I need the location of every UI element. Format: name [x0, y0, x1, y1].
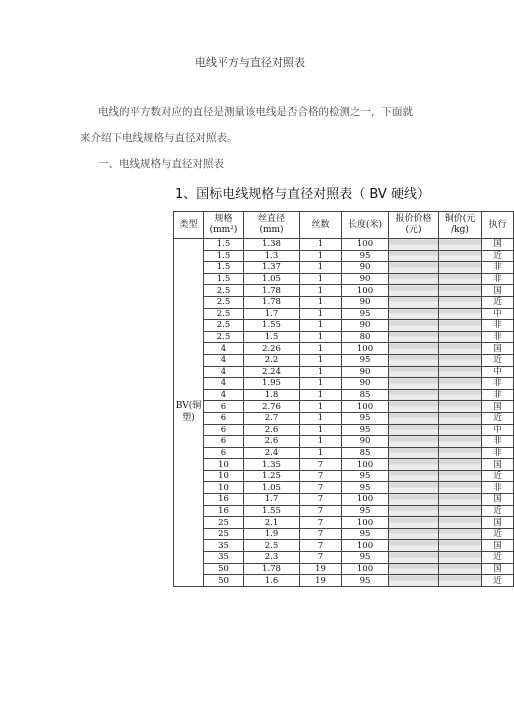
diameter-cell: 2.6 [244, 424, 300, 436]
diameter-cell: 1.7 [244, 494, 300, 506]
copper-price-cell-redacted [439, 470, 482, 482]
strand-count-cell: 1 [300, 331, 342, 343]
price-cell-redacted [389, 575, 439, 587]
strand-count-cell: 7 [300, 505, 342, 517]
strand-count-cell: 1 [300, 366, 342, 378]
copper-price-cell-redacted [439, 366, 482, 378]
strand-count-cell: 7 [300, 517, 342, 529]
price-cell-redacted [389, 482, 439, 494]
table-row [174, 378, 514, 390]
strand-count-cell: 1 [300, 320, 342, 332]
price-cell-redacted [389, 505, 439, 517]
length-cell: 100 [342, 343, 389, 355]
price-cell-redacted [389, 412, 439, 424]
copper-price-cell-redacted [439, 320, 482, 332]
strand-count-cell: 19 [300, 575, 342, 587]
diameter-cell: 1.55 [244, 505, 300, 517]
strand-count-cell: 7 [300, 482, 342, 494]
copper-price-cell-redacted [439, 239, 482, 251]
strand-count-cell: 1 [300, 412, 342, 424]
spec-cell: 10 [204, 470, 244, 482]
strand-count-cell: 1 [300, 354, 342, 366]
standard-cell: 中 [482, 308, 514, 320]
price-cell-redacted [389, 424, 439, 436]
length-cell: 95 [342, 412, 389, 424]
copper-price-cell-redacted [439, 401, 482, 413]
table-row [174, 424, 514, 436]
intro-paragraph-line1: 电线的平方数对应的直径是测量该电线是否合格的检测之一，下面就 [98, 106, 413, 118]
copper-price-cell-redacted [439, 575, 482, 587]
copper-price-cell-redacted [439, 540, 482, 552]
strand-count-cell: 7 [300, 459, 342, 471]
price-cell-redacted [389, 528, 439, 540]
strand-count-cell: 7 [300, 528, 342, 540]
spec-cell: 25 [204, 528, 244, 540]
length-cell: 95 [342, 575, 389, 587]
standard-cell: 非 [482, 273, 514, 285]
standard-cell: 国 [482, 285, 514, 297]
price-cell-redacted [389, 296, 439, 308]
copper-price-cell-redacted [439, 331, 482, 343]
length-cell: 90 [342, 366, 389, 378]
table-header-row [174, 212, 514, 239]
copper-price-cell-redacted [439, 459, 482, 471]
diameter-cell: 2.76 [244, 401, 300, 413]
price-cell-redacted [389, 239, 439, 251]
length-cell: 95 [342, 552, 389, 564]
section-heading: 一、电线规格与直径对照表 [98, 158, 224, 170]
copper-price-cell-redacted [439, 517, 482, 529]
standard-cell: 国 [482, 517, 514, 529]
length-cell: 100 [342, 563, 389, 575]
spec-cell: 1.5 [204, 273, 244, 285]
price-cell-redacted [389, 459, 439, 471]
price-cell-redacted [389, 552, 439, 564]
table-row [174, 505, 514, 517]
table-row [174, 482, 514, 494]
standard-cell: 近 [482, 354, 514, 366]
table-body [174, 239, 514, 587]
length-cell: 95 [342, 354, 389, 366]
standard-cell: 非 [482, 262, 514, 274]
spec-cell: 10 [204, 459, 244, 471]
copper-price-cell-redacted [439, 552, 482, 564]
header-type: 类型 [174, 212, 204, 239]
table-row [174, 366, 514, 378]
spec-cell: 6 [204, 412, 244, 424]
length-cell: 95 [342, 528, 389, 540]
table-row [174, 412, 514, 424]
strand-count-cell: 7 [300, 470, 342, 482]
price-cell-redacted [389, 517, 439, 529]
length-cell: 80 [342, 331, 389, 343]
price-cell-redacted [389, 250, 439, 262]
diameter-cell: 2.24 [244, 366, 300, 378]
spec-cell: 4 [204, 343, 244, 355]
table-row [174, 273, 514, 285]
strand-count-cell: 19 [300, 563, 342, 575]
spec-cell: 50 [204, 563, 244, 575]
type-cell: BV(铜 塑) [174, 239, 204, 587]
price-cell-redacted [389, 494, 439, 506]
diameter-cell: 1.5 [244, 331, 300, 343]
strand-count-cell: 7 [300, 552, 342, 564]
copper-price-cell-redacted [439, 343, 482, 355]
strand-count-cell: 1 [300, 389, 342, 401]
spec-cell: 2.5 [204, 308, 244, 320]
spec-cell: 2.5 [204, 320, 244, 332]
header-length: 长度(米) [342, 212, 389, 239]
table-row [174, 308, 514, 320]
copper-price-cell-redacted [439, 308, 482, 320]
length-cell: 100 [342, 459, 389, 471]
diameter-cell: 1.05 [244, 273, 300, 285]
table-row [174, 528, 514, 540]
spec-cell: 2.5 [204, 296, 244, 308]
diameter-cell: 1.05 [244, 482, 300, 494]
diameter-cell: 2.7 [244, 412, 300, 424]
table-row [174, 540, 514, 552]
standard-cell: 国 [482, 563, 514, 575]
diameter-cell: 2.6 [244, 436, 300, 448]
header-standard: 执行 [482, 212, 514, 239]
table-row [174, 401, 514, 413]
table-row [174, 494, 514, 506]
length-cell: 100 [342, 401, 389, 413]
document-title: 电线平方与直径对照表 [195, 56, 305, 69]
spec-cell: 4 [204, 366, 244, 378]
length-cell: 100 [342, 285, 389, 297]
price-cell-redacted [389, 308, 439, 320]
table-row [174, 250, 514, 262]
copper-price-cell-redacted [439, 482, 482, 494]
spec-cell: 25 [204, 517, 244, 529]
price-cell-redacted [389, 285, 439, 297]
length-cell: 90 [342, 378, 389, 390]
standard-cell: 近 [482, 412, 514, 424]
standard-cell: 非 [482, 447, 514, 459]
length-cell: 95 [342, 470, 389, 482]
strand-count-cell: 1 [300, 401, 342, 413]
diameter-cell: 2.3 [244, 552, 300, 564]
diameter-cell: 1.35 [244, 459, 300, 471]
spec-cell: 6 [204, 424, 244, 436]
copper-price-cell-redacted [439, 424, 482, 436]
table-row [174, 320, 514, 332]
intro-paragraph-line2: 来介绍下电线规格与直径对照表。 [80, 132, 238, 144]
strand-count-cell: 7 [300, 540, 342, 552]
header-copper-price: 铜价(元 /kg) [439, 212, 482, 239]
diameter-cell: 2.4 [244, 447, 300, 459]
table-row [174, 354, 514, 366]
table-row [174, 331, 514, 343]
table-row [174, 296, 514, 308]
price-cell-redacted [389, 470, 439, 482]
length-cell: 100 [342, 540, 389, 552]
spec-cell: 6 [204, 436, 244, 448]
copper-price-cell-redacted [439, 436, 482, 448]
spec-cell: 2.5 [204, 331, 244, 343]
standard-cell: 国 [482, 459, 514, 471]
table-row [174, 436, 514, 448]
table-row [174, 575, 514, 587]
price-cell-redacted [389, 401, 439, 413]
wire-spec-table [173, 211, 514, 587]
spec-cell: 16 [204, 494, 244, 506]
spec-cell: 35 [204, 540, 244, 552]
copper-price-cell-redacted [439, 412, 482, 424]
diameter-cell: 1.6 [244, 575, 300, 587]
table-row [174, 447, 514, 459]
standard-cell: 国 [482, 494, 514, 506]
strand-count-cell: 1 [300, 447, 342, 459]
price-cell-redacted [389, 354, 439, 366]
price-cell-redacted [389, 447, 439, 459]
price-cell-redacted [389, 320, 439, 332]
copper-price-cell-redacted [439, 447, 482, 459]
standard-cell: 国 [482, 401, 514, 413]
spec-cell: 50 [204, 575, 244, 587]
standard-cell: 非 [482, 320, 514, 332]
strand-count-cell: 1 [300, 436, 342, 448]
spec-cell: 4 [204, 389, 244, 401]
standard-cell: 近 [482, 575, 514, 587]
spec-cell: 1.5 [204, 262, 244, 274]
price-cell-redacted [389, 343, 439, 355]
table-row [174, 517, 514, 529]
strand-count-cell: 1 [300, 285, 342, 297]
diameter-cell: 1.8 [244, 389, 300, 401]
price-cell-redacted [389, 389, 439, 401]
strand-count-cell: 1 [300, 273, 342, 285]
length-cell: 100 [342, 494, 389, 506]
copper-price-cell-redacted [439, 273, 482, 285]
spec-cell: 16 [204, 505, 244, 517]
diameter-cell: 1.37 [244, 262, 300, 274]
table-row [174, 262, 514, 274]
copper-price-cell-redacted [439, 494, 482, 506]
diameter-cell: 1.78 [244, 285, 300, 297]
standard-cell: 近 [482, 505, 514, 517]
diameter-cell: 1.7 [244, 308, 300, 320]
diameter-cell: 1.25 [244, 470, 300, 482]
table-row [174, 563, 514, 575]
length-cell: 95 [342, 308, 389, 320]
length-cell: 95 [342, 482, 389, 494]
header-spec: 规格 (mm²) [204, 212, 244, 239]
standard-cell: 近 [482, 296, 514, 308]
spec-cell: 4 [204, 378, 244, 390]
table-row [174, 239, 514, 251]
price-cell-redacted [389, 331, 439, 343]
spec-cell: 1.5 [204, 239, 244, 251]
standard-cell: 近 [482, 250, 514, 262]
standard-cell: 非 [482, 378, 514, 390]
standard-cell: 非 [482, 331, 514, 343]
strand-count-cell: 1 [300, 343, 342, 355]
copper-price-cell-redacted [439, 505, 482, 517]
table-row [174, 552, 514, 564]
spec-cell: 6 [204, 447, 244, 459]
table-row [174, 470, 514, 482]
spec-cell: 35 [204, 552, 244, 564]
strand-count-cell: 1 [300, 239, 342, 251]
length-cell: 95 [342, 424, 389, 436]
spec-cell: 2.5 [204, 285, 244, 297]
diameter-cell: 2.1 [244, 517, 300, 529]
standard-cell: 近 [482, 552, 514, 564]
standard-cell: 非 [482, 389, 514, 401]
strand-count-cell: 1 [300, 262, 342, 274]
table-title: 1、国标电线规格与直径对照表（ BV 硬线） [175, 187, 430, 202]
strand-count-cell: 1 [300, 378, 342, 390]
standard-cell: 非 [482, 482, 514, 494]
copper-price-cell-redacted [439, 262, 482, 274]
price-cell-redacted [389, 563, 439, 575]
wire-spec-table-container [173, 211, 507, 596]
price-cell-redacted [389, 378, 439, 390]
standard-cell: 国 [482, 239, 514, 251]
length-cell: 95 [342, 250, 389, 262]
copper-price-cell-redacted [439, 528, 482, 540]
copper-price-cell-redacted [439, 563, 482, 575]
standard-cell: 国 [482, 540, 514, 552]
spec-cell: 1.5 [204, 250, 244, 262]
header-strand-count: 丝数 [300, 212, 342, 239]
standard-cell: 近 [482, 470, 514, 482]
strand-count-cell: 7 [300, 494, 342, 506]
copper-price-cell-redacted [439, 296, 482, 308]
standard-cell: 中 [482, 424, 514, 436]
length-cell: 100 [342, 517, 389, 529]
copper-price-cell-redacted [439, 378, 482, 390]
strand-count-cell: 1 [300, 250, 342, 262]
copper-price-cell-redacted [439, 250, 482, 262]
copper-price-cell-redacted [439, 285, 482, 297]
diameter-cell: 2.2 [244, 354, 300, 366]
table-row [174, 285, 514, 297]
price-cell-redacted [389, 540, 439, 552]
diameter-cell: 1.78 [244, 296, 300, 308]
length-cell: 85 [342, 447, 389, 459]
table-row [174, 459, 514, 471]
header-diameter: 丝直径 (mm) [244, 212, 300, 239]
length-cell: 90 [342, 262, 389, 274]
copper-price-cell-redacted [439, 354, 482, 366]
diameter-cell: 1.3 [244, 250, 300, 262]
length-cell: 90 [342, 436, 389, 448]
length-cell: 90 [342, 296, 389, 308]
diameter-cell: 1.38 [244, 239, 300, 251]
standard-cell: 近 [482, 528, 514, 540]
length-cell: 95 [342, 505, 389, 517]
diameter-cell: 1.55 [244, 320, 300, 332]
header-price: 报价价格 (元) [389, 212, 439, 239]
price-cell-redacted [389, 273, 439, 285]
copper-price-cell-redacted [439, 389, 482, 401]
length-cell: 85 [342, 389, 389, 401]
strand-count-cell: 1 [300, 308, 342, 320]
diameter-cell: 2.5 [244, 540, 300, 552]
standard-cell: 国 [482, 343, 514, 355]
table-row [174, 389, 514, 401]
spec-cell: 4 [204, 354, 244, 366]
diameter-cell: 1.78 [244, 563, 300, 575]
length-cell: 100 [342, 239, 389, 251]
diameter-cell: 2.26 [244, 343, 300, 355]
table-row [174, 343, 514, 355]
length-cell: 90 [342, 273, 389, 285]
standard-cell: 非 [482, 436, 514, 448]
spec-cell: 10 [204, 482, 244, 494]
diameter-cell: 1.9 [244, 528, 300, 540]
spec-cell: 6 [204, 401, 244, 413]
diameter-cell: 1.95 [244, 378, 300, 390]
price-cell-redacted [389, 436, 439, 448]
standard-cell: 中 [482, 366, 514, 378]
length-cell: 90 [342, 320, 389, 332]
price-cell-redacted [389, 366, 439, 378]
price-cell-redacted [389, 262, 439, 274]
strand-count-cell: 1 [300, 424, 342, 436]
strand-count-cell: 1 [300, 296, 342, 308]
